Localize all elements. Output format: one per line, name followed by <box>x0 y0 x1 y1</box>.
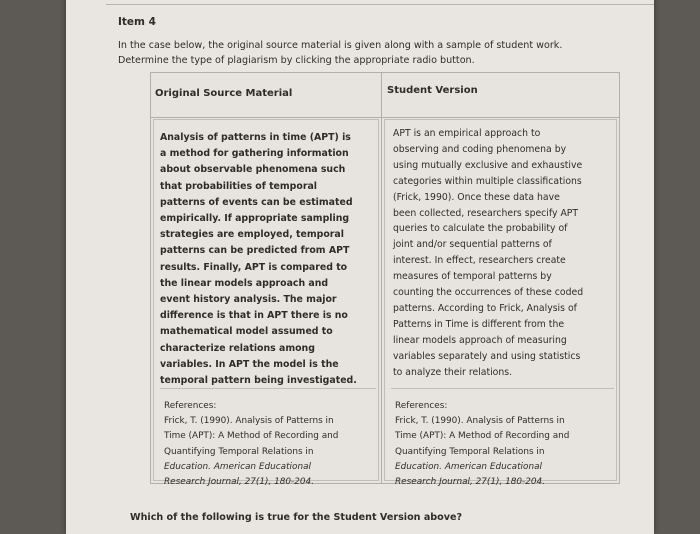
text-line: temporal pattern being investigated. <box>160 375 357 387</box>
comparison-table <box>150 72 620 488</box>
text-line: measures of temporal patterns by <box>393 271 552 283</box>
text-line: using mutually exclusive and exhaustive <box>393 159 583 171</box>
original-references <box>164 399 372 490</box>
text-line: patterns of events can be estimated <box>160 196 353 208</box>
instructions <box>118 38 638 68</box>
question-page <box>66 0 654 534</box>
instructions-line: In the case below, the original source material is given along with a sample of student work. <box>118 40 563 51</box>
original-header: Original Source Material <box>155 88 293 99</box>
text-line: variables. In APT the model is the <box>160 358 339 370</box>
reference-line: Frick, T. (1990). Analysis of Patterns in <box>164 416 334 427</box>
reference-line: Research Journal, 27(1), 180-204. <box>164 477 315 488</box>
original-text <box>160 130 370 389</box>
text-line: event history analysis. The major <box>160 294 337 306</box>
student-cell <box>384 119 617 488</box>
reference-line: Time (APT): A Method of Recording and <box>395 431 570 442</box>
text-line: empirically. If appropriate sampling <box>160 213 350 225</box>
text-line: characterize relations among <box>160 342 315 354</box>
student-text <box>393 126 615 381</box>
original-header-cell <box>151 73 381 118</box>
text-line: a method for gathering information <box>160 148 349 160</box>
student-header: Student Version <box>387 85 478 96</box>
references-label: References: <box>395 401 448 411</box>
text-line: about observable phenomena such <box>160 164 346 176</box>
text-line: the linear models approach and <box>160 277 329 289</box>
student-column <box>382 73 619 488</box>
divider <box>106 4 654 5</box>
text-line: Analysis of patterns in time (APT) is <box>160 132 351 143</box>
text-line: difference is that in APT there is no <box>160 310 348 322</box>
text-line: interest. In effect, researchers create <box>393 255 566 267</box>
text-line: mathematical model assumed to <box>160 326 333 338</box>
text-line: APT is an empirical approach to <box>393 128 541 139</box>
reference-line: Education. American Educational <box>395 461 542 472</box>
text-line: been collected, researchers specify APT <box>393 207 579 219</box>
text-line: categories within multiple classifications <box>393 175 582 187</box>
text-line: observing and coding phenomena by <box>393 143 567 155</box>
instructions-line: Determine the type of plagiarism by clicking the appropriate radio button. <box>118 55 475 66</box>
text-line: counting the occurrences of these coded <box>393 287 584 299</box>
reference-line: Frick, T. (1990). Analysis of Patterns in <box>395 416 565 427</box>
reference-line: Research Journal, 27(1), 180-204. <box>395 477 546 488</box>
reference-line: Quantifying Temporal Relations in <box>164 446 314 457</box>
text-line: that probabilities of temporal <box>160 180 317 192</box>
original-cell <box>153 119 379 488</box>
reference-line: Quantifying Temporal Relations in <box>395 446 545 457</box>
item-title: Item 4 <box>118 16 156 28</box>
text-line: queries to calculate the probability of <box>393 223 568 235</box>
reference-line: Education. American Educational <box>164 461 311 472</box>
text-line: Patterns in Time is different from the <box>393 318 565 330</box>
student-references <box>395 399 603 490</box>
text-line: (Frick, 1990). Once these data have <box>393 191 560 203</box>
text-line: linear models approach of measuring <box>393 334 567 346</box>
text-line: results. Finally, APT is compared to <box>160 261 348 273</box>
references-label: References: <box>164 401 217 411</box>
text-line: patterns. According to Frick, Analysis of <box>393 302 577 314</box>
text-line: variables separately and using statistics <box>393 350 581 362</box>
original-references-cell <box>160 388 376 488</box>
student-header-cell <box>382 73 619 118</box>
original-column <box>151 73 382 488</box>
text-line: joint and/or sequential patterns of <box>393 239 552 251</box>
text-line: strategies are employed, temporal <box>160 229 344 241</box>
question-prompt: Which of the following is true for the Student Version above? <box>130 512 463 523</box>
reference-line: Time (APT): A Method of Recording and <box>164 431 339 442</box>
text-line: to analyze their relations. <box>393 366 513 378</box>
text-line: patterns can be predicted from APT <box>160 245 350 257</box>
student-references-cell <box>391 388 614 488</box>
